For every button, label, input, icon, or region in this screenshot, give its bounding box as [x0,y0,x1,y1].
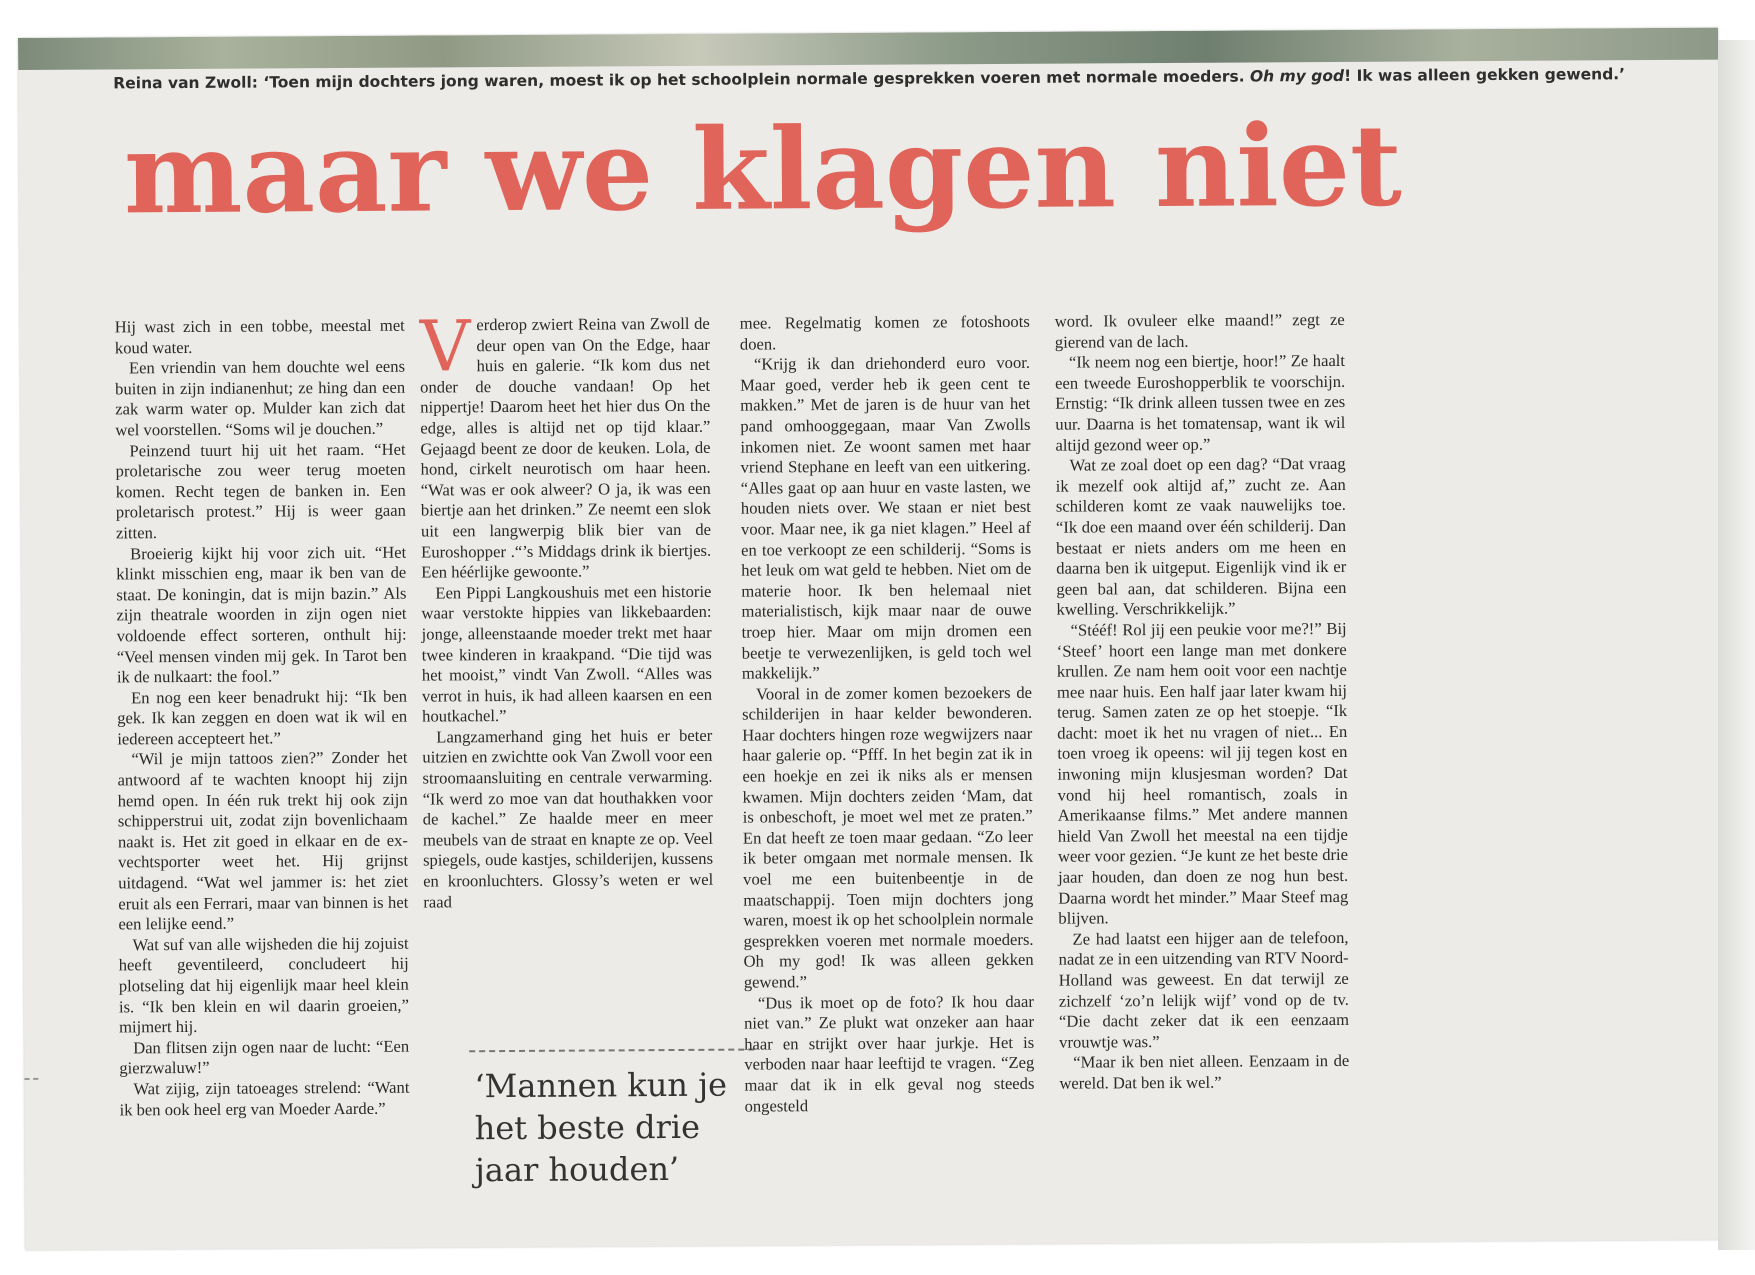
paragraph: Wat ze zoal doet op een dag? “Dat vraag ik mezelf ook altijd af,” zucht ze. Aan schilderen komt ze vaak nauwelijks toe. “Ik doe een maand over één schilderij. Dan bestaat er niets anders om me heen en daarna ben ik uitgeput. Eigenlijk vind ik er geen bal aan, dat schilderen. Bijna een kwelling. Verschrikkelijk.” [1055,454,1347,619]
paragraph: “Dus ik moet op de foto? Ik hou daar niet van.” Ze plukt wat onzeker aan haar haar en strijkt over haar jurkje. Het is verboden naar haar leeftijd te vragen. “Zeg maar dat ik in elk geval nog steeds ongesteld [743,991,1035,1116]
paragraph: mee. Regelmatig komen ze fotoshoots doen. [739,311,1030,354]
paragraph: Peinzend tuurt hij uit het raam. “Het proletarische zou weer terug moeten komen. Recht tegen de banken in. Een proletarisch protest.” Hij is weer gaan zitten. [115,439,406,543]
article-column-3 [740,312,1035,1117]
article-column-2 [419,305,714,913]
paragraph: “Wil je mijn tattoos zien?” Zonder het antwoord af te wachten knoopt hij zijn hemd open. In één ruk trekt hij ook zijn schipperstrui uit, zodat zijn bovenlichaam naakt is. Het zit goed in elkaar en de ex-vechtsporter weet het. Hij grijnst uitdagend. “Wat wel jammer is: het ziet eruit als een Ferrari, maar van binnen is het een lelijke eend.” [117,748,409,934]
paragraph: Langzamerhand ging het huis er beter uitzien en zwichtte ook Van Zwoll voor een stroomaansluiting en centrale verwarming. “Ik werd zo moe van dat houthakken voor de kachel.” Ze haalde meer en meer meubels van de straat en knapte ze op. Veel spiegels, oude kastjes, schilderijen, kussens en kroonluchters. Glossy’s weten er wel raad [422,725,714,912]
paragraph: “Maar ik ben niet alleen. Eenzaam in de wereld. Dat ben ik wel.” [1059,1051,1350,1093]
paragraph: Broeierig kijkt hij voor zich uit. “Het klinkt misschien eng, maar ik ben van de staat. De koningin, dat is mijn bazin.” Als zijn theatrale woorden in zijn ogen niet voldoende effect sorteren, onthult hij: “Veel mensen vinden mij gek. In Tarot ben ik de nulkaart: the fool.” [116,542,407,687]
photo-strip [18,28,1718,70]
paragraph: Een vriendin van hem douchte wel eens buiten in zijn indianenhut; ze hing dan een zak warm water op. Mulder kan zich dat wel voorstellen. “Soms wil je douchen.” [115,356,406,440]
caption-text: Reina van Zwoll: ‘Toen mijn dochters jong waren, moest ik op het schoolplein normale gesprekken voeren met normale moeders. [113,67,1251,93]
paper-edge [1718,40,1755,1250]
paragraph: Dan flitsen zijn ogen naar de lucht: “Een gierzwaluw!” [119,1036,410,1078]
paragraph: Wat suf van alle wijsheden die hij zojuist heeft geventileerd, concludeert hij plotseling dat hij eigenlijk maar heel klein is. “Ik ben klein en wil daarin groeien,” mijmert hij. [118,933,409,1037]
article-column-1 [115,316,410,1121]
paragraph: “Krijg ik dan driehonderd euro voor. Maar goed, verder heb ik geen cent te makken.” Met de jaren is de huur van het pand omhooggegaan, maar Van Zwolls inkomen niet. Ze woont samen met haar vriend Stephane en leeft van een uitkering. “Alles gaat op aan huur en vaste lasten, we houden niets over. We staan er niet best voor. Maar nee, ik ga niet klagen.” Heel af en toe verkoopt ze een schilderij. “Soms is het leuk om wat geld te hebben. Niet om de materie hoor. Ik ben helemaal niet materialistisch, kijk maar naar de ouwe troep hier. Maar om mijn dromen een beetje te verwezenlijken, is geld toch wel makkelijk.” [740,353,1032,683]
photo-caption [113,65,1626,93]
caption-italic: Oh my god [1249,66,1345,86]
drop-cap: V [419,305,471,388]
pullquote-divider [469,1049,754,1053]
pullquote: ‘Mannen kun je het beste drie jaar houden’ [474,1065,728,1190]
paragraph: Een Pippi Langkoushuis met een historie waar verstokte hippies van likkebaarden: jonge, alleenstaande moeder trekt met haar twee kinderen in kraakpand. “Die tijd was het mooist,” vindt Van Zwoll. “Alles was verrot in huis, ik had alleen kaarsen en een houtkachel.” [421,581,713,726]
caption-text-end: ! Ik was alleen gekken gewend.’ [1344,65,1626,85]
paragraph: “Stééf! Rol jij een peukie voor me?!” Bij ‘Steef’ hoort een lange man met donkere krullen. Ze nam hem ooit voor een nachtje mee naar huis. Een half jaar later kwam hij terug. Samen zaten ze op het stoepje. “Ik dacht: moet ik het nu vragen of niet... En toen vroeg ik opeens: wil jij tegen kost en inwoning mijn klusjesman worden? Dat vond hij heel romantisch, zoals in Amerikaanse films.” Met andere mannen hield Van Zwoll het meestal na een tijdje weer voor gezien. “Je kunt ze het beste drie jaar houden, dan doen ze nog hun best. Daarna wordt het minder.” Maar Steef mag blijven. [1056,618,1349,928]
paragraph: Hij wast zich in een tobbe, meestal met koud water. [114,315,405,358]
paragraph: Ze had laatst een hijger aan de telefoon, nadat ze in een uitzending van RTV Noord-Holland was geweest. En dat terwijl ze zichzelf ‘zo’n lelijk wijf’ vond op de tv. “Die dacht zeker dat ik een eenzaam vrouwtje was.” [1058,927,1350,1052]
paragraph: “Ik neem nog een biertje, hoor!” Ze haalt een tweede Euroshopperblik te voorschijn. Ernstig: “Ik drink alleen tussen twee en zes uur. Daarna is het tomatensap, want ik wil altijd gezond weer op.” [1055,351,1346,455]
paragraph-text: erderop zwiert Reina van Zwoll de deur open van On the Edge, haar huis en galerie. “Ik kom dus net onder de douche vandaan! Op het nippertje! Daarom heet het hier dus On the edge, alles is altijd net op tijd klaar.” Gejaagd beent ze door de keuken. Lola, de hond, cirkelt neurotisch om haar heen. “Wat was er ook alweer? O ja, ik was een biertje aan het drinken.” Ze neemt een slok uit een langwerpig blik bier van de Euroshopper .“’s Middags drink ik biertjes. Een héérlijke gewoonte.” [420,313,712,582]
fold-mark [24,1078,38,1080]
paragraph: word. Ik ovuleer elke maand!” zegt ze gierend van de lach. [1054,309,1345,352]
article-column-4 [1055,310,1350,1094]
newspaper-clipping [18,28,1725,1250]
paragraph: En nog een keer benadrukt hij: “Ik ben gek. Ik kan zeggen en doen wat ik wil en iedereen accepteert het.” [117,686,408,749]
paragraph: Vooral in de zomer komen bezoekers de schilderijen in haar kelder bewonderen. Haar dochters hingen roze wegwijzers naar haar galerie op. “Pfff. In het begin zat ik in een hoekje en zei ik niks als er mensen kwamen. Mijn dochters zeiden ‘Mam, dat is onbeschoft, je moet wel met ze praten.” En dat heeft ze toen maar gedaan. “Zo leer ik beter omgaan met normale mensen. Ik voel me een buitenbeentje in de maatschappij. Toen mijn dochters jong waren, moest ik op het schoolplein normale gesprekken voeren met normale moeders. Oh my god! Ik was alleen gekken gewend.” [742,682,1034,992]
paragraph: Wat zijig, zijn tatoeages strelend: “Want ik ben ook heel erg van Moeder Aarde.” [119,1077,410,1119]
headline: maar we klagen niet [123,100,1403,240]
paragraph [419,305,712,583]
